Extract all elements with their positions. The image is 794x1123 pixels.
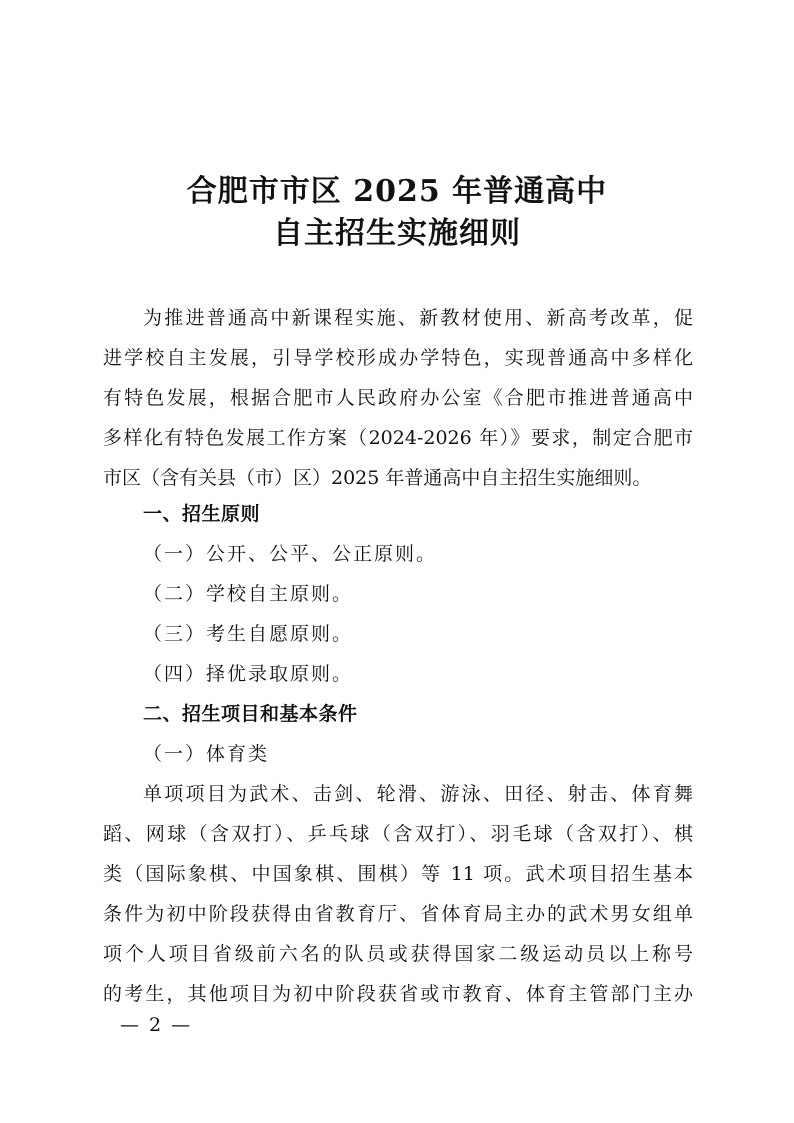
sports-line: 蹈、网球（含双打）、乒乓球（含双打）、羽毛球（含双打）、棋 <box>103 823 693 845</box>
intro-line: 多样化有特色发展工作方案（2024-2026 年）》要求，制定合肥市 <box>103 427 693 449</box>
sports-line: 条件为初中阶段获得由省教育厅、省体育局主办的武术男女组单 <box>103 903 693 925</box>
document-title-line-2: 自主招生实施细则 <box>273 216 521 251</box>
intro-paragraph <box>103 298 693 498</box>
intro-line: 为推进普通高中新课程实施、新教材使用、新高考改革，促 <box>143 307 693 329</box>
sports-paragraph <box>103 774 693 1014</box>
sports-line: 的考生，其他项目为初中阶段获省或市教育、体育主管部门主办 <box>103 983 693 1005</box>
principle-item: （三）考生自愿原则。 <box>143 623 354 645</box>
page-number: — 2 — <box>120 1014 193 1036</box>
principle-item: （二）学校自主原则。 <box>143 583 354 605</box>
principle-item: （四）择优录取原则。 <box>143 663 354 685</box>
intro-line: 市区（含有关县（市）区）2025 年普通高中自主招生实施细则。 <box>103 467 652 489</box>
intro-line: 进学校自主发展，引导学校形成办学特色，实现普通高中多样化 <box>103 347 693 369</box>
principle-item: （一）公开、公平、公正原则。 <box>143 543 438 565</box>
sports-line: 类（国际象棋、中国象棋、围棋）等 11 项。武术项目招生基本 <box>103 863 693 885</box>
section-1-heading: 一、招生原则 <box>143 503 261 525</box>
section-2-heading: 二、招生项目和基本条件 <box>143 703 358 725</box>
intro-line: 有特色发展，根据合肥市人民政府办公室《合肥市推进普通高中 <box>103 387 693 409</box>
sports-line: 单项项目为武术、击剑、轮滑、游泳、田径、射击、体育舞 <box>143 783 693 805</box>
section-2-subheading-sports: （一）体育类 <box>143 743 270 765</box>
sports-line: 项个人项目省级前六名的队员或获得国家二级运动员以上称号 <box>103 943 693 965</box>
document-title-line-1: 合肥市市区 2025 年普通高中 <box>186 174 608 209</box>
